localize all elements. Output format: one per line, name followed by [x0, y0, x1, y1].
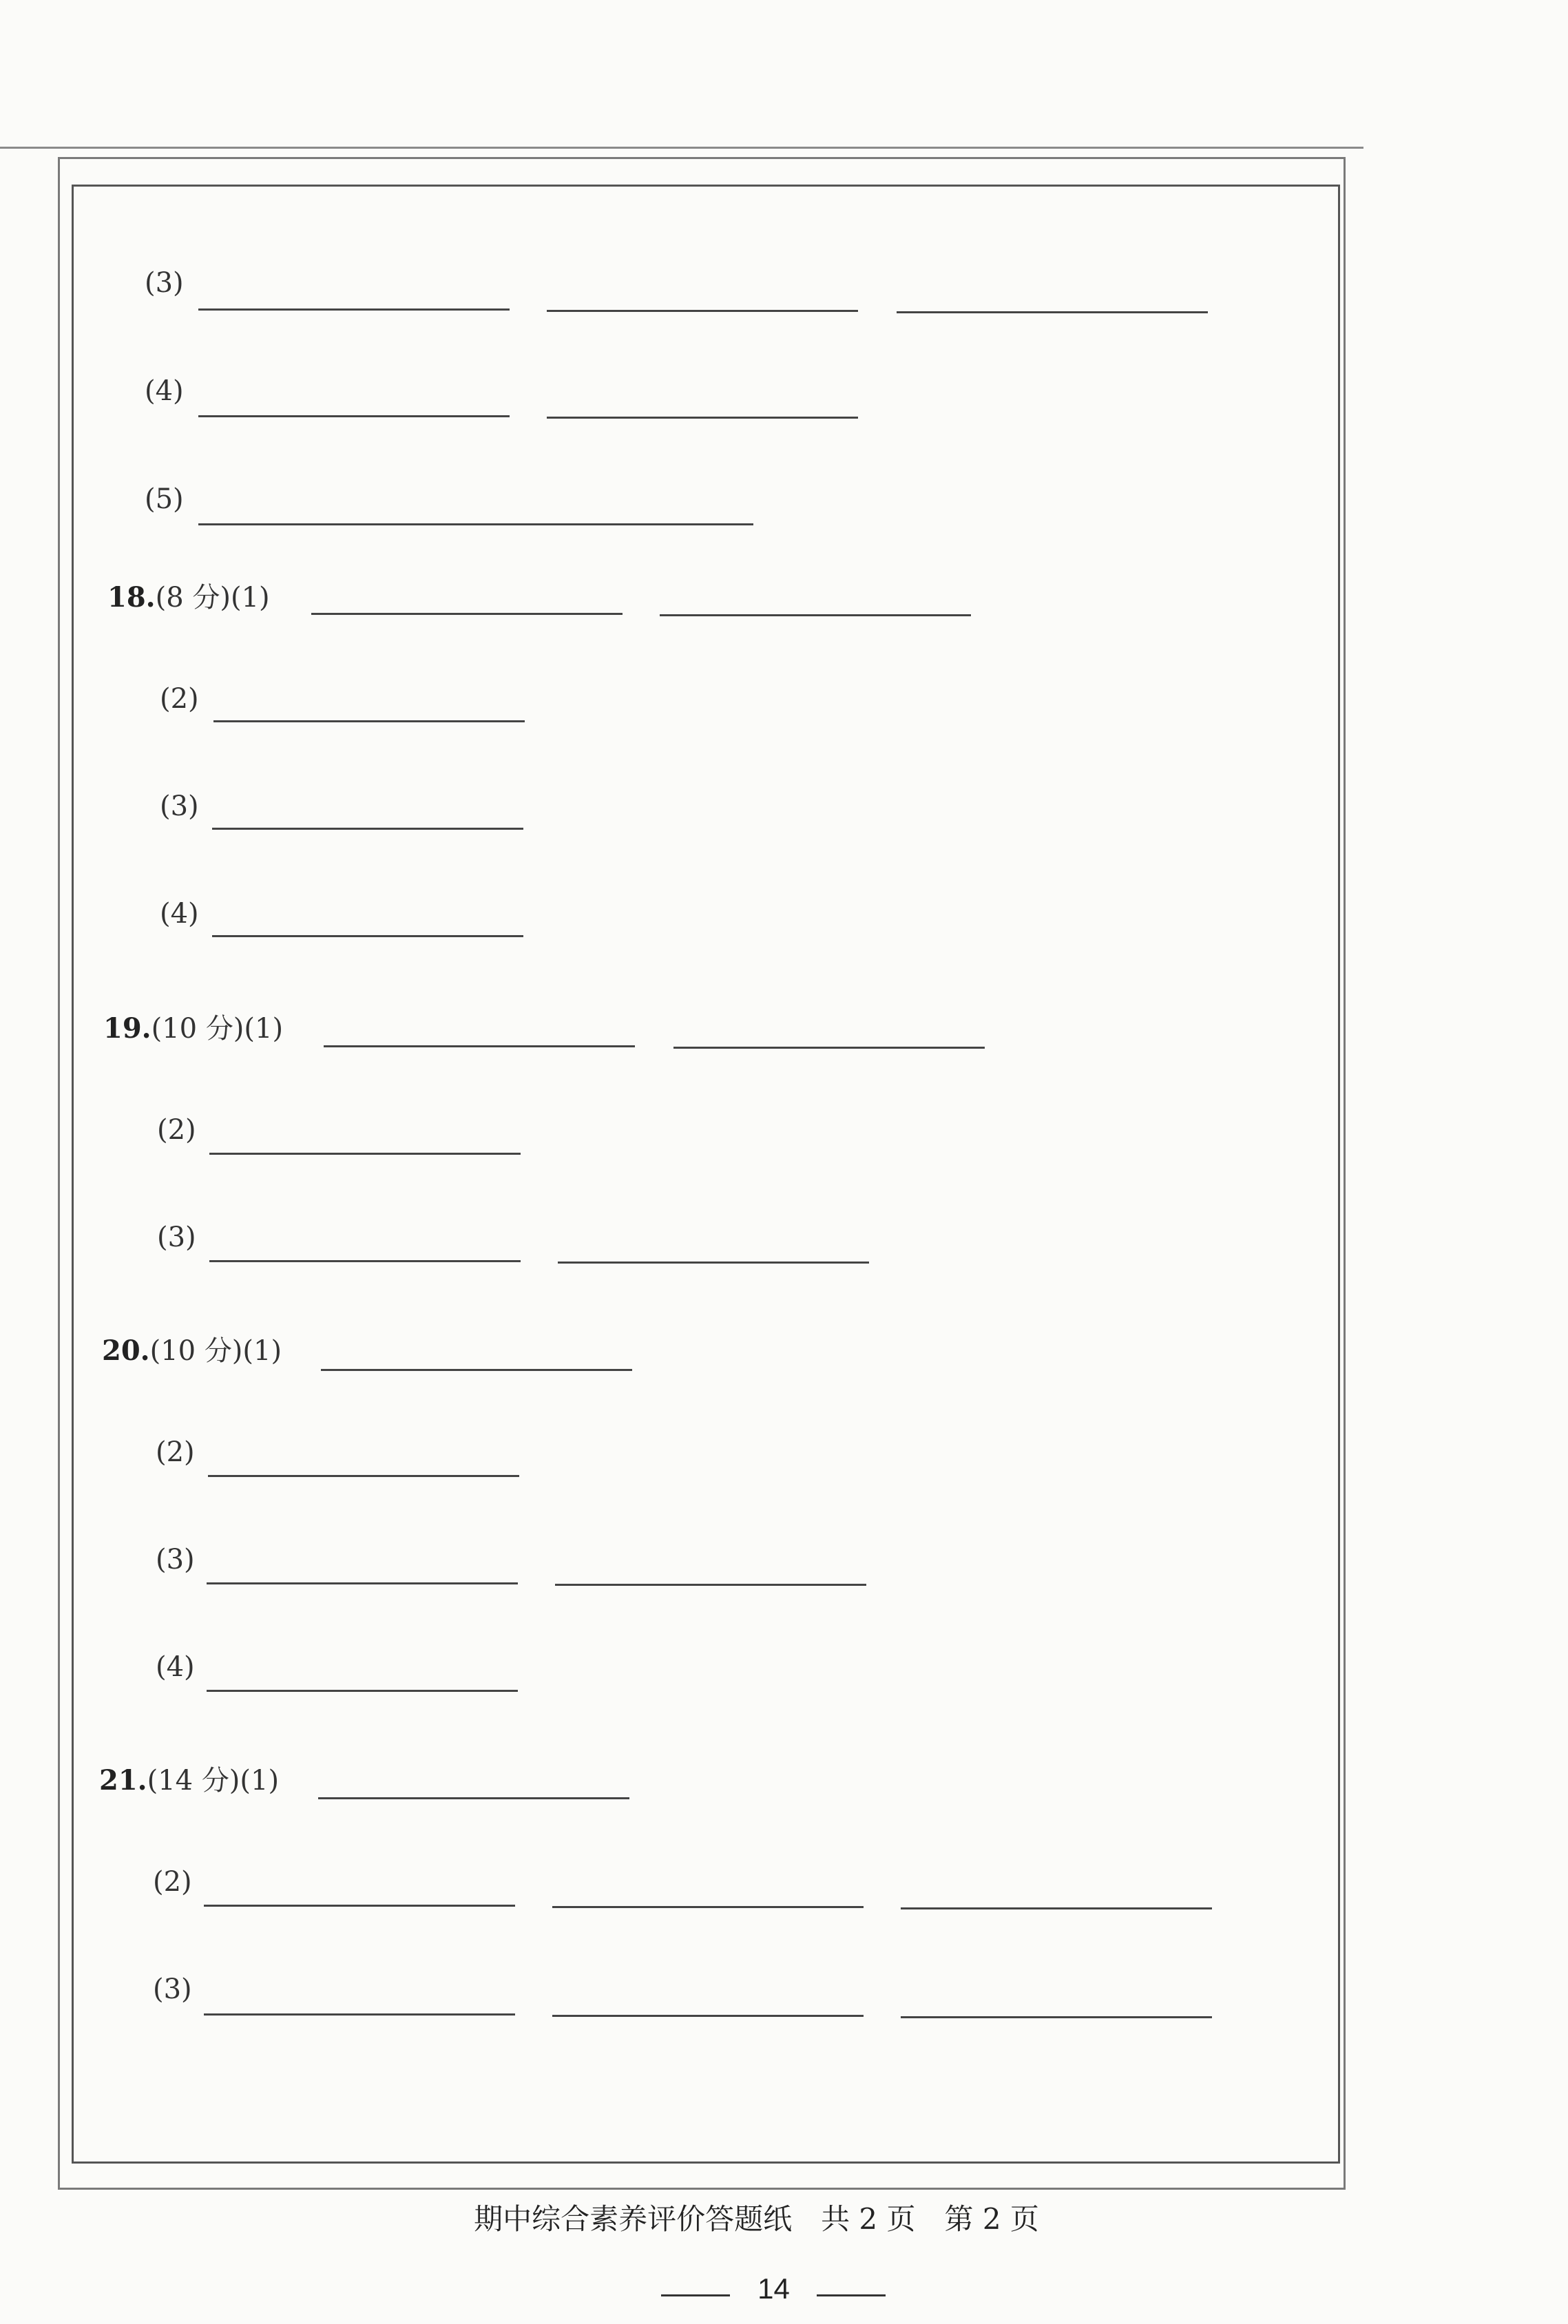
question-label	[103, 1007, 283, 1046]
top-rule	[0, 147, 1363, 149]
question-points: (10 分)(1)	[149, 1335, 282, 1367]
answer-blank[interactable]	[555, 1584, 866, 1586]
question-label	[99, 1759, 279, 1798]
sub-question-label: (4)	[156, 1651, 195, 1683]
answer-blank[interactable]	[318, 1797, 629, 1799]
answer-blank[interactable]	[324, 1045, 635, 1047]
answer-blank[interactable]	[901, 1907, 1212, 1909]
answer-blank[interactable]	[547, 417, 858, 419]
sub-question-label: (4)	[145, 375, 184, 407]
answer-blank[interactable]	[207, 1582, 518, 1584]
sub-question-label: (2)	[160, 683, 199, 715]
answer-blank[interactable]	[207, 1690, 518, 1692]
question-points: (10 分)(1)	[151, 1013, 284, 1045]
inner-frame	[72, 185, 1340, 2164]
answer-blank[interactable]	[552, 1906, 864, 1908]
sub-question-label: (3)	[160, 791, 199, 822]
answer-blank[interactable]	[558, 1262, 869, 1264]
question-label	[107, 576, 270, 615]
answer-blank[interactable]	[198, 415, 510, 417]
footer-title: 期中综合素养评价答题纸 共 2 页 第 2 页	[474, 2202, 1039, 2236]
answer-blank[interactable]	[897, 311, 1208, 313]
answer-blank[interactable]	[204, 1905, 515, 1907]
sub-question-label: (3)	[157, 1222, 196, 1253]
answer-blank[interactable]	[212, 935, 523, 937]
sub-question-label: (4)	[160, 898, 199, 930]
answer-blank[interactable]	[209, 1260, 521, 1262]
sub-question-label: (3)	[145, 267, 184, 299]
answer-blank[interactable]	[660, 614, 971, 616]
question-points: (8 分)(1)	[155, 582, 270, 614]
page-number-rule-right	[817, 2294, 886, 2296]
answer-blank[interactable]	[212, 828, 523, 830]
answer-blank[interactable]	[901, 2016, 1212, 2018]
answer-blank[interactable]	[213, 720, 525, 722]
answer-blank[interactable]	[198, 308, 510, 311]
question-number: 18.	[107, 581, 156, 614]
sub-question-label: (3)	[153, 1974, 192, 2005]
question-number: 21.	[99, 1764, 147, 1797]
sub-question-label: (2)	[157, 1114, 196, 1146]
answer-blank[interactable]	[204, 2013, 515, 2016]
question-points: (14 分)(1)	[147, 1765, 280, 1797]
answer-blank[interactable]	[673, 1047, 985, 1049]
answer-blank[interactable]	[547, 310, 858, 312]
answer-blank[interactable]	[321, 1369, 632, 1371]
sub-question-label: (3)	[156, 1544, 195, 1575]
question-number: 19.	[103, 1012, 151, 1045]
answer-blank[interactable]	[208, 1475, 519, 1477]
answer-blank[interactable]	[209, 1153, 521, 1155]
question-label	[102, 1329, 282, 1368]
sub-question-label: (2)	[156, 1436, 195, 1468]
question-number: 20.	[102, 1334, 150, 1367]
answer-blank[interactable]	[198, 523, 753, 525]
answer-blank[interactable]	[311, 613, 623, 615]
page-number: 14	[757, 2272, 790, 2305]
sub-question-label: (5)	[145, 483, 184, 515]
sub-question-label: (2)	[153, 1866, 192, 1898]
answer-blank[interactable]	[552, 2015, 864, 2017]
